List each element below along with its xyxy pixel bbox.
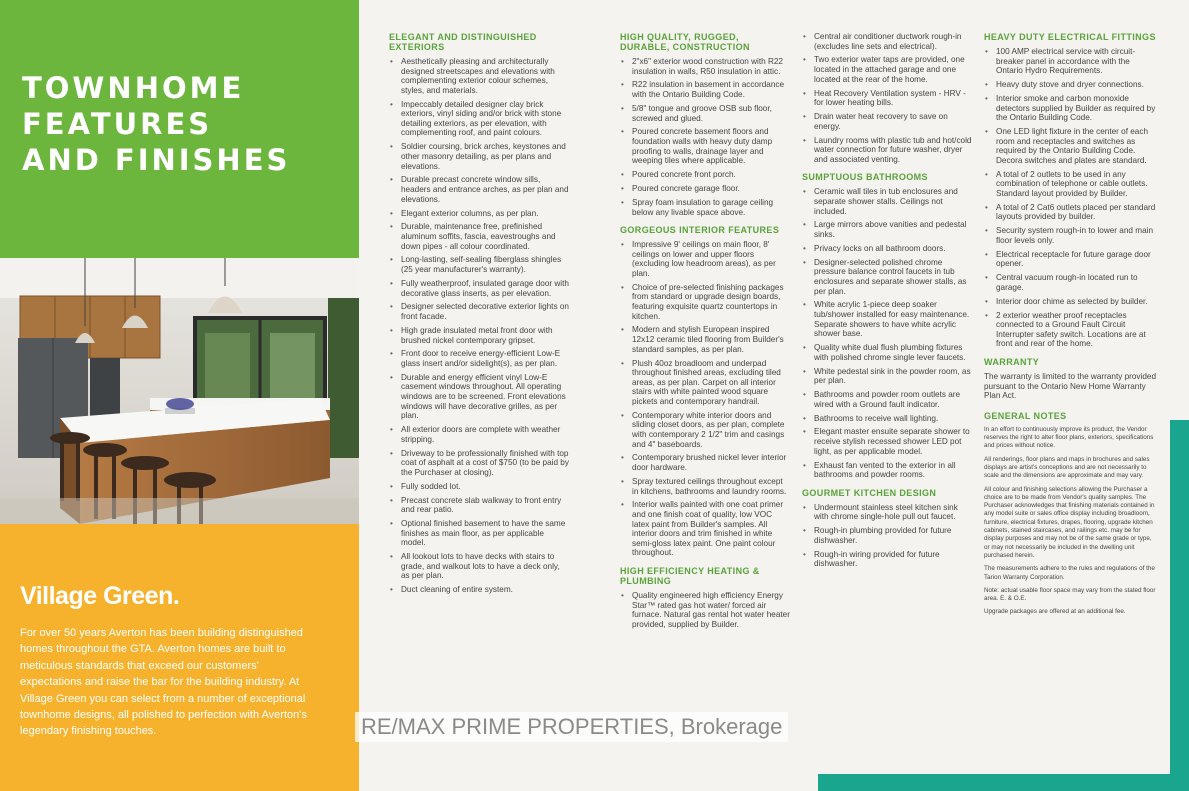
list-item: • Duct cleaning of entire system. — [401, 585, 569, 595]
list-item: • Rough-in wiring provided for future dishwasher. — [814, 550, 972, 569]
section-title-warranty: WARRANTY — [984, 357, 1040, 367]
list-item: • Aesthetically pleasing and architecturally designed streetscapes and elevations with complementing exterior colour schemes, styles, and materials. — [401, 57, 569, 95]
list-item: • Poured concrete garage floor. — [632, 184, 790, 194]
interior-list — [620, 240, 790, 558]
general-note: All renderings, floor plans and maps in brochures and sales displays are artist's conceptions and are not necessarily to scale and the dimensions are approximate and may vary. — [984, 455, 1150, 480]
list-item: • Spray foam insulation to garage ceiling below any livable space above. — [632, 198, 790, 217]
list-item: • Interior walls painted with one coat primer and one finish coat of quality, low VOC latex paint from Builder's samples. All interior doors and trim finished in white semi-gloss latex paint. One paint colour throughout. — [632, 500, 790, 558]
section-title-interior: GORGEOUS INTERIOR FEATURES — [620, 225, 780, 236]
list-item: • Poured concrete basement floors and foundation walls with heavy duty damp proofing to walls, drainage layer and weeping tiles where applicable. — [632, 127, 790, 165]
list-item: • Durable precast concrete window sills, headers and entrance arches, as per plan and elevations. — [401, 175, 569, 204]
list-item: • Quality engineered high efficiency Energy Star™ rated gas hot water/ forced air furnace. Natural gas rental hot water heater provided, supplied by Builder. — [632, 591, 790, 629]
electrical-list — [984, 47, 1156, 349]
list-item: • Optional finished basement to have the same finishes as main floor, as per applicable model. — [401, 519, 569, 548]
construction-list — [620, 57, 790, 217]
list-item: • Bathrooms to receive wall lighting. — [814, 414, 972, 424]
list-item: • All lookout lots to have decks with stairs to grade, and walkout lots to have a deck only, as per plan. — [401, 552, 569, 581]
general-note: All colour and finishing selections allowing the Purchaser a choice are to be made from Vendor's quality samples. The Purchaser acknowledges that finishing materials contained in any model suite or sales office display including broadloom, furniture, electrical fixtures, drapes, flooring, upgrade kitchen cabinets, stained staircases, and railings etc. may be for display purposes and may not be of the same grade or type, or may not necessarily be included in the dwelling unit purchased herein. — [984, 485, 1155, 559]
list-item: • All exterior doors are complete with weather stripping. — [401, 425, 569, 444]
list-item: • Large mirrors above vanities and pedestal sinks. — [814, 220, 972, 239]
list-item: • R22 insulation in basement in accordance with the Ontario Building Code. — [632, 80, 790, 99]
title-line-3: AND FINISHES — [22, 143, 291, 177]
general-note: Upgrade packages are offered at an additional fee. — [984, 608, 1126, 616]
list-item: • One LED light fixture in the center of each room and receptacles and switches as required by the Ontario Building Code. Decora switches and plates are standard. — [996, 127, 1156, 165]
intro-panel — [0, 524, 359, 791]
list-item: • Interior door chime as selected by builder. — [996, 297, 1156, 307]
bathrooms-list — [802, 187, 972, 479]
list-item: • Precast concrete slab walkway to front entry and rear patio. — [401, 496, 569, 515]
list-item: • 100 AMP electrical service with circuit-breaker panel in accordance with the Ontario Hydro Requirements. — [996, 47, 1156, 76]
general-note: Note: actual usable floor space may vary from the stated floor area. E. & O.E. — [984, 586, 1156, 603]
list-item: • Central vacuum rough-in located run to garage. — [996, 273, 1156, 292]
list-item: • Contemporary white interior doors and sliding closet doors, as per plan, complete with contemporary 2 1/2" trim and casings and 4" baseboards. — [632, 411, 790, 449]
list-item: • Fully sodded lot. — [401, 482, 569, 492]
list-item: • Designer selected decorative exterior lights on front facade. — [401, 302, 569, 321]
list-item: • Laundry rooms with plastic tub and hot/cold water connection for future washer, dryer and associated venting. — [814, 136, 972, 165]
list-item: • Driveway to be professionally finished with top coat of asphalt at a cost of $750 (to be paid by the Purchaser at closing). — [401, 449, 569, 478]
list-item: • Choice of pre-selected finishing packages from standard or upgrade design boards, featuring exquisite quartz countertops in kitchen. — [632, 283, 790, 321]
warranty-text: The warranty is limited to the warranty provided pursuant to the Ontario New Home Warranty Plan Act. — [984, 372, 1157, 401]
list-item: • 5/8" tongue and groove OSB sub floor, screwed and glued. — [632, 104, 790, 123]
title-line-2: FEATURES — [22, 107, 213, 141]
general-note: In an effort to continuously improve its product, the Vendor reserves the right to alter floor plans, exteriors, specifications and prices without notice. — [984, 425, 1154, 450]
list-item: • Heat Recovery Ventilation system - HRV - for lower heating bills. — [814, 89, 972, 108]
brochure-title — [22, 70, 290, 178]
community-name: Village Green. — [20, 582, 180, 610]
list-item: • Interior smoke and carbon monoxide detectors supplied by Builder as required by the Ontario Building Code. — [996, 94, 1156, 123]
kitchen-illustration — [0, 258, 359, 524]
kitchen-photo — [0, 258, 359, 524]
list-item: • Drain water heat recovery to save on energy. — [814, 112, 972, 131]
general-note: The measurements adhere to the rules and regulations of the Tarion Warranty Corporation. — [984, 565, 1155, 581]
list-item: • Poured concrete front porch. — [632, 170, 790, 180]
mechanical-list — [802, 32, 972, 164]
list-item: • Durable, maintenance free, prefinished aluminum soffits, fascia, eavestroughs and down pipes - all colour coordinated. — [401, 222, 569, 251]
column-construction — [620, 32, 790, 637]
list-item: • White pedestal sink in the powder room, as per plan. — [814, 367, 972, 386]
list-item: • Contemporary brushed nickel lever interior door hardware. — [632, 453, 790, 472]
section-title-heating: HIGH EFFICIENCY HEATING & PLUMBING — [620, 565, 760, 586]
kitchen-list — [802, 503, 972, 569]
list-item: • Durable and energy efficient vinyl Low-E casement windows throughout. All operating windows are to be screened. Front elevations windows will have decorative grilles, as per plan. — [401, 373, 569, 421]
list-item: • Central air conditioner ductwork rough-in (excludes line sets and electrical). — [814, 32, 972, 51]
teal-accent-vertical — [1170, 420, 1189, 791]
title-panel — [0, 0, 359, 258]
teal-accent-horizontal — [818, 774, 1189, 791]
section-title-general: GENERAL NOTES — [984, 410, 1067, 421]
list-item: • Spray textured ceilings throughout except in kitchens, bathrooms and laundry rooms. — [632, 477, 790, 496]
section-title-construction: HIGH QUALITY, RUGGED, DURABLE, CONSTRUCTION — [620, 32, 750, 52]
list-item: • Security system rough-in to lower and main floor levels only. — [996, 226, 1156, 245]
list-item: • Modern and stylish European inspired 12x12 ceramic tiled flooring from Builder's standard samples, as per plan. — [632, 325, 790, 354]
list-item: • Elegant master ensuite separate shower to receive stylish recessed shower LED pot light, as per applicable model. — [814, 427, 972, 456]
general-notes — [984, 426, 1156, 617]
title-line-1: TOWNHOME — [22, 71, 245, 105]
list-item: • Privacy locks on all bathroom doors. — [814, 244, 972, 254]
list-item: • White acrylic 1-piece deep soaker tub/shower installed for easy maintenance. Separate showers to have white acrylic shower base. — [814, 300, 972, 338]
section-title-electrical: HEAVY DUTY ELECTRICAL FITTINGS — [984, 32, 1156, 42]
heating-list — [620, 591, 790, 629]
list-item: • Long-lasting, self-sealing fiberglass shingles (25 year manufacturer's warranty). — [401, 255, 569, 274]
section-title-exteriors: ELEGANT AND DISTINGUISHED EXTERIORS — [389, 32, 537, 52]
list-item: • Designer-selected polished chrome pressure balance control faucets in tub enclosures and separate shower stalls, as per plan. — [814, 258, 972, 296]
list-item: • Fully weatherproof, insulated garage door with decorative glass inserts, as per elevation. — [401, 279, 569, 298]
column-bathrooms — [802, 32, 972, 577]
column-electrical — [984, 32, 1156, 622]
list-item: • Soldier coursing, brick arches, keystones and other masonry detailing, as per plans and elevations. — [401, 142, 569, 171]
list-item: • Bathrooms and powder room outlets are wired with a Ground fault indicator. — [814, 390, 972, 409]
section-title-kitchen: GOURMET KITCHEN DESIGN — [802, 487, 937, 498]
list-item: • A total of 2 outlets to be used in any combination of telephone or cable outlets. Standard layout provided by Builder. — [996, 170, 1156, 199]
list-item: • Rough-in plumbing provided for future dishwasher. — [814, 526, 972, 545]
list-item: • Ceramic wall tiles in tub enclosures and separate shower stalls. Ceilings not included. — [814, 187, 972, 216]
list-item: • Electrical receptacle for future garage door opener. — [996, 250, 1156, 269]
left-panel — [0, 0, 359, 791]
section-title-bathrooms: SUMPTUOUS BATHROOMS — [802, 172, 928, 183]
list-item: • Two exterior water taps are provided, one located in the attached garage and one located at the rear of the home. — [814, 55, 972, 84]
list-item: • Exhaust fan vented to the exterior in all bathrooms and powder rooms. — [814, 461, 972, 480]
list-item: • Impeccably detailed designer clay brick exteriors, vinyl siding and/or brick with stone detailing exteriors, as per elevation, with complementing roof, and paint colours. — [401, 100, 569, 138]
list-item: • High grade insulated metal front door with brushed nickel contemporary gripset. — [401, 326, 569, 345]
list-item: • 2 exterior weather proof receptacles connected to a Ground Fault Circuit Interrupter safety switch. Locations are at front and rear of the home. — [996, 311, 1156, 349]
list-item: • Plush 40oz broadloom and underpad throughout finished areas, excluding tiled areas, as per plan. Carpet on all interior stairs with white painted wood square pickets and contemporary handrail. — [632, 359, 790, 407]
list-item: • Impressive 9' ceilings on main floor, 8' ceilings on lower and upper floors (excluding low headroom areas), as per plan. — [632, 240, 790, 278]
brokerage-watermark: RE/MAX PRIME PROPERTIES, Brokerage — [355, 712, 788, 742]
list-item: • Front door to receive energy-efficient Low-E glass insert and/or sidelight(s), as per plan. — [401, 349, 569, 368]
list-item: • 2"x6" exterior wood construction with R22 insulation in walls, R50 insulation in attic. — [632, 57, 790, 76]
community-description: For over 50 years Averton has been building distinguished homes throughout the GTA. Averton homes are built to meticulous standards that exceed our customers' expectations and raise the bar for the building industry. At Village Green you can select from a number of exceptional townhome designs, all polished to perfection with Averton's legendary finishing touches. — [20, 627, 307, 738]
list-item: • Heavy duty stove and dryer connections. — [996, 80, 1156, 90]
list-item: • Quality white dual flush plumbing fixtures with polished chrome single lever faucets. — [814, 343, 972, 362]
column-exteriors — [389, 32, 569, 603]
exteriors-list — [389, 57, 569, 595]
list-item: • Elegant exterior columns, as per plan. — [401, 209, 569, 219]
list-item: • Undermount stainless steel kitchen sink with chrome single-hole pull out faucet. — [814, 503, 972, 522]
list-item: • A total of 2 Cat6 outlets placed per standard layouts provided by builder. — [996, 203, 1156, 222]
